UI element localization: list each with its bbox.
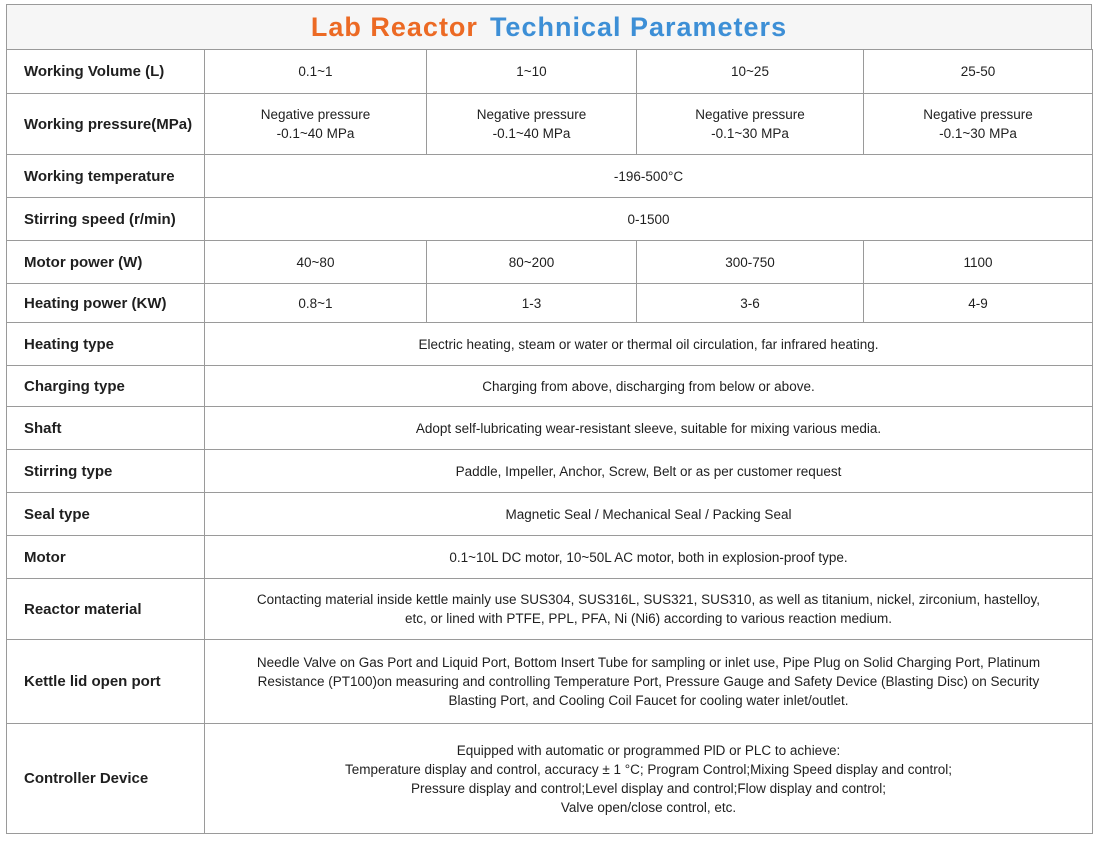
row-charging-type	[7, 366, 1093, 407]
cell-value: 1~10	[427, 50, 637, 94]
row-stirring-type	[7, 450, 1093, 493]
cell-value: Magnetic Seal / Mechanical Seal / Packing Seal	[205, 493, 1093, 536]
cell-value: 0.8~1	[205, 284, 427, 323]
parameters-table	[6, 49, 1093, 834]
row-motor-power	[7, 241, 1093, 284]
cell-value: Charging from above, discharging from below or above.	[205, 366, 1093, 407]
cell-value: Paddle, Impeller, Anchor, Screw, Belt or as per customer request	[205, 450, 1093, 493]
row-label: Stirring type	[7, 450, 205, 493]
row-reactor-material	[7, 579, 1093, 640]
cell-value: 80~200	[427, 241, 637, 284]
cell-value: 1-3	[427, 284, 637, 323]
row-label: Stirring speed (r/min)	[7, 198, 205, 241]
cell-value: 4-9	[864, 284, 1093, 323]
row-label: Working pressure(MPa)	[7, 94, 205, 155]
title-part-technical-parameters: Technical Parameters	[489, 11, 788, 42]
row-label: Kettle lid open port	[7, 640, 205, 724]
row-motor	[7, 536, 1093, 579]
cell-value: Negative pressure -0.1~30 MPa	[864, 94, 1093, 155]
cell-value: Contacting material inside kettle mainly use SUS304, SUS316L, SUS321, SUS310, as well as titanium, nickel, zirconium, hastelloy, etc, or lined with PTFE, PPL, PFA, Ni (Ni6) according to various reaction medium.	[205, 579, 1093, 640]
cell-value: 10~25	[637, 50, 864, 94]
row-label: Reactor material	[7, 579, 205, 640]
cell-value: 1100	[864, 241, 1093, 284]
parameters-sheet	[6, 4, 1092, 834]
row-label: Seal type	[7, 493, 205, 536]
cell-value: 3-6	[637, 284, 864, 323]
cell-value: Negative pressure -0.1~40 MPa	[427, 94, 637, 155]
row-label: Working Volume (L)	[7, 50, 205, 94]
cell-value: -196-500°C	[205, 155, 1093, 198]
row-label: Working temperature	[7, 155, 205, 198]
title-part-lab-reactor: Lab Reactor	[310, 11, 478, 42]
row-label: Motor	[7, 536, 205, 579]
cell-value: 40~80	[205, 241, 427, 284]
row-label: Charging type	[7, 366, 205, 407]
row-working-temperature	[7, 155, 1093, 198]
cell-value: 0.1~1	[205, 50, 427, 94]
cell-value: 300-750	[637, 241, 864, 284]
row-seal-type	[7, 493, 1093, 536]
row-heating-type	[7, 323, 1093, 366]
cell-value: Equipped with automatic or programmed PlD or PLC to achieve: Temperature display and control, accuracy ± 1 °C; Program Control;Mixing Speed display and control; Pressure display and control;Level display and control;Flow display and control; Valve open/close control, etc.	[205, 724, 1093, 834]
row-controller-device	[7, 724, 1093, 834]
cell-value: Negative pressure -0.1~30 MPa	[637, 94, 864, 155]
row-shaft	[7, 407, 1093, 450]
row-heating-power	[7, 284, 1093, 323]
cell-value: Negative pressure -0.1~40 MPa	[205, 94, 427, 155]
row-working-pressure	[7, 94, 1093, 155]
row-working-volume	[7, 50, 1093, 94]
cell-value: 25-50	[864, 50, 1093, 94]
row-stirring-speed	[7, 198, 1093, 241]
cell-value: Adopt self-lubricating wear-resistant sleeve, suitable for mixing various media.	[205, 407, 1093, 450]
cell-value: Needle Valve on Gas Port and Liquid Port, Bottom Insert Tube for sampling or inlet use, Pipe Plug on Solid Charging Port, Platinum Resistance (PT100)on measuring and controlling Temperature Port, Pressure Gauge and Safety Device (Blasting Disc) on Security Blasting Port, and Cooling Coil Faucet for cooling water inlet/outlet.	[205, 640, 1093, 724]
cell-value: 0-1500	[205, 198, 1093, 241]
table-title	[6, 4, 1092, 49]
cell-value: 0.1~10L DC motor, 10~50L AC motor, both in explosion-proof type.	[205, 536, 1093, 579]
row-label: Controller Device	[7, 724, 205, 834]
row-label: Shaft	[7, 407, 205, 450]
row-label: Heating power (KW)	[7, 284, 205, 323]
row-label: Heating type	[7, 323, 205, 366]
row-label: Motor power (W)	[7, 241, 205, 284]
cell-value: Electric heating, steam or water or thermal oil circulation, far infrared heating.	[205, 323, 1093, 366]
row-kettle-lid-open-port	[7, 640, 1093, 724]
